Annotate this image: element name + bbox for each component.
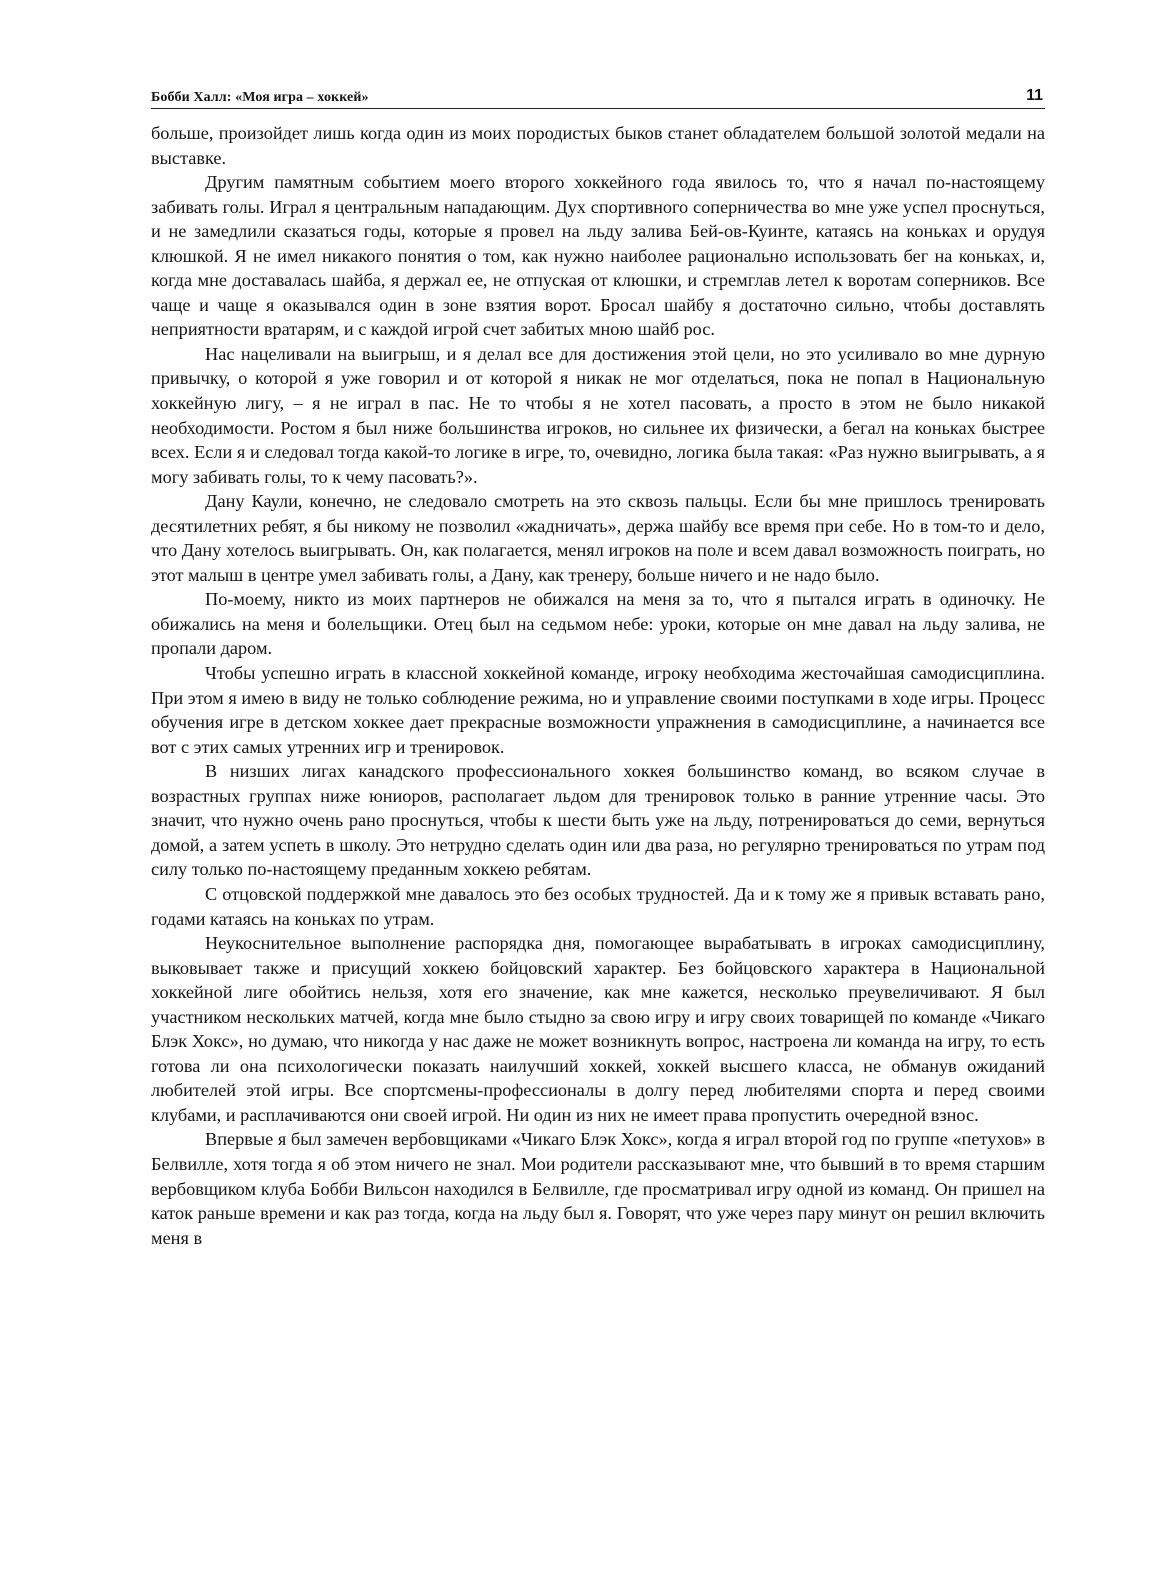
running-header (151, 86, 1045, 109)
paragraph: По-моему, никто из моих партнеров не обижался на меня за то, что я пытался играть в одиночку. Не обижались на меня и болельщики. Отец был на седьмом небе: уроки, которые он мне давал на льду залива, не пропали даром. (151, 589, 1045, 659)
paragraph: Нас нацеливали на выигрыш, и я делал все для достижения этой цели, но это усиливало во мне дурную привычку, о которой я уже говорил и от которой я никак не мог отделаться, пока не попал в Национальную хоккейную лигу, – я не играл в пас. Не то чтобы я не хотел пасовать, а просто в этом не было никакой необходимости. Ростом я был ниже большинства игроков, но сильнее их физически, а бегал на коньках быстрее всех. Если я и следовал тогда какой-то логике в игре, то, очевидно, логика была такая: «Раз нужно выигрывать, а я могу забивать голы, то к чему пасовать?». (151, 343, 1045, 487)
paragraph: Впервые я был замечен вербовщиками «Чикаго Блэк Хокс», когда я играл второй год по группе «петухов» в Белвилле, хотя тогда я об этом ничего не знал. Мои родители рассказывают мне, что бывший в то время старшим вербовщиком клуба Бобби Вильсон находился в Белвилле, где просматривал игру одной из команд. Он пришел на каток раньше времени и как раз тогда, когда на льду был я. Говорят, что уже через пару минут он решил включить меня в (151, 1129, 1045, 1248)
paragraph: Неукоснительное выполнение распорядка дня, помогающее вырабатывать в игроках самодисциплину, выковывает также и присущий хоккею бойцовский характер. Без бойцовского характера в Национальной хоккейной лиге обойтись нельзя, хотя его значение, как мне кажется, несколько преувеличивают. Я был участником нескольких матчей, когда мне было стыдно за свою игру и игру своих товарищей по команде «Чикаго Блэк Хокс», но думаю, что никогда у нас даже не может возникнуть вопрос, настроена ли команда на игру, то есть готова ли она психологически показать наилучший хоккей, хоккей высшего класса, не обманув ожиданий любителей этой игры. Все спортсмены-профессионалы в долгу перед любителями спорта и перед своими клубами, и расплачиваются они своей игрой. Ни один из них не имеет права пропустить очередной взнос. (151, 933, 1045, 1125)
body-text (151, 121, 1045, 1250)
paragraph-continued: больше, произойдет лишь когда один из моих породистых быков станет обладателем большой золотой медали на выставке. (151, 123, 1045, 168)
paragraph: Чтобы успешно играть в классной хоккейной команде, игроку необходима жесточайшая самодисциплина. При этом я имею в виду не только соблюдение режима, но и управление своими поступками в ходе игры. Процесс обучения игре в детском хоккее дает прекрасные возможности упражнения в самодисциплине, а начинается все вот с этих самых утренних игр и тренировок. (151, 663, 1045, 757)
paragraph: С отцовской поддержкой мне давалось это без особых трудностей. Да и к тому же я привык вставать рано, годами катаясь на коньках по утрам. (151, 883, 1045, 929)
book-page (151, 86, 1045, 1250)
paragraph: Другим памятным событием моего второго хоккейного года явилось то, что я начал по-настоящему забивать голы. Играл я центральным нападающим. Дух спортивного соперничества во мне уже успел проснуться, и не замедлили сказаться годы, которые я провел на льду залива Бей-ов-Куинте, катаясь на коньках и орудуя клюшкой. Я не имел никакого понятия о том, как нужно наиболее рационально использовать бег на коньках, и, когда мне доставалась шайба, я держал ее, не отпуская от клюшки, и стремглав летел к воротам соперников. Все чаще и чаще я оказывался один в зоне взятия ворот. Бросал шайбу я достаточно сильно, чтобы доставлять неприятности вратарям, и с каждой игрой счет забитых мною шайб рос. (151, 172, 1045, 340)
page-number: 11 (1026, 87, 1043, 104)
paragraph: В низших лигах канадского профессионального хоккея большинство команд, во всяком случае в возрастных группах ниже юниоров, располагает льдом для тренировок только в ранние утренние часы. Это значит, что нужно очень рано проснуться, чтобы к шести быть уже на льду, потренироваться до семи, вернуться домой, а затем успеть в школу. Это нетрудно сделать один или два раза, но регулярно тренироваться по утрам под силу только по-настоящему преданным хоккею ребятам. (151, 761, 1045, 880)
paragraph: Дану Каули, конечно, не следовало смотреть на это сквозь пальцы. Если бы мне пришлось тренировать десятилетних ребят, я бы никому не позволил «жадничать», держа шайбу все время при себе. Но в том-то и дело, что Дану хотелось выигрывать. Он, как полагается, менял игроков на поле и всем давал возможность поиграть, но этот малыш в центре умел забивать голы, а Дану, как тренеру, больше ничего и не надо было. (151, 491, 1045, 585)
book-title-header: Бобби Халл: «Моя игра – хоккей» (151, 90, 369, 105)
